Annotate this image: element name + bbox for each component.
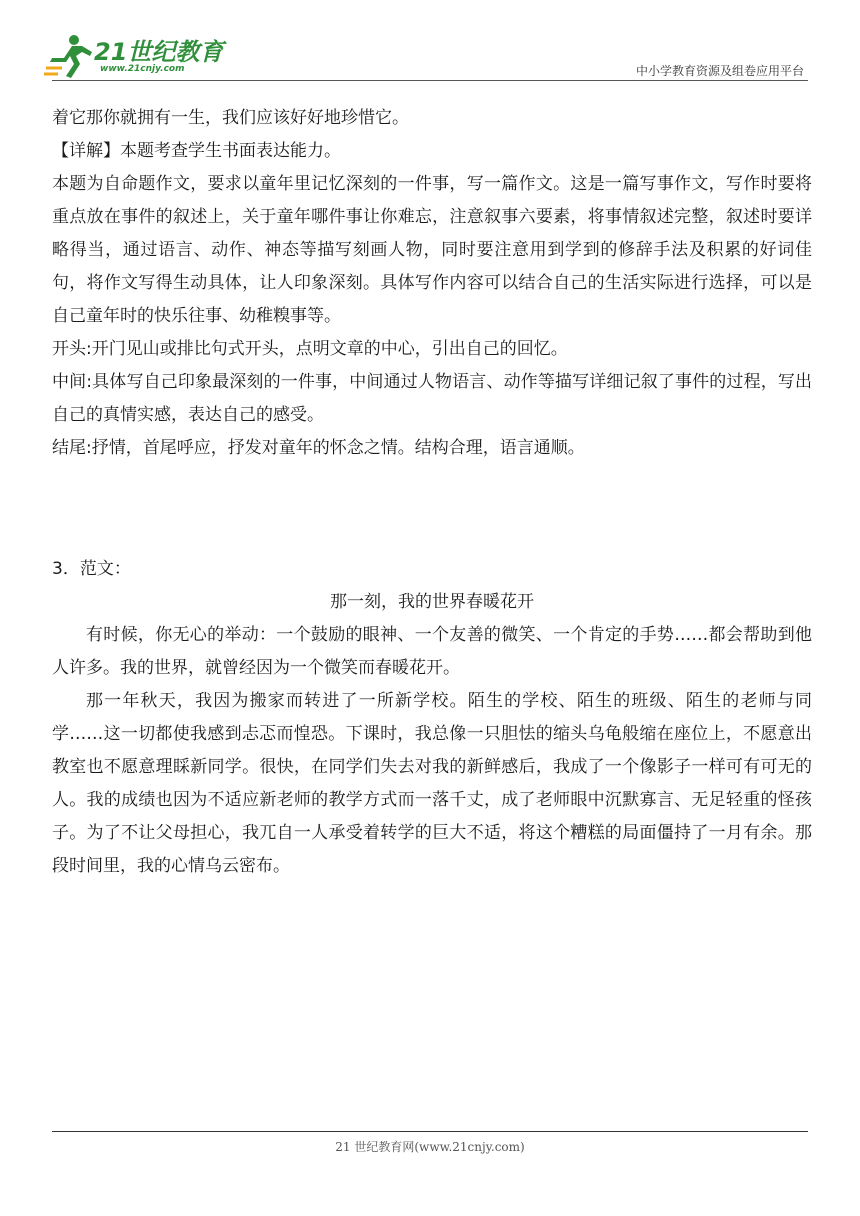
runner-logo-icon: [44, 34, 94, 80]
paragraph-middle: 中间:具体写自己印象最深刻的一件事，中间通过人物语言、动作等描写详细记叙了事件的过程，写出自己的真情实感，表达自己的感受。: [52, 372, 812, 425]
page-header: [0, 0, 860, 84]
footer-divider: [52, 1131, 808, 1132]
site-logo[interactable]: [44, 34, 244, 80]
paragraph-opening: 开头:开门见山或排比句式开头，点明文章的中心，引出自己的回忆。: [52, 339, 568, 359]
essay-title: 那一刻，我的世界春暖花开: [330, 592, 534, 612]
essay-paragraph-1: 有时候，你无心的举动：一个鼓励的眼神、一个友善的微笑、一个肯定的手势……都会帮助到他人许多。我的世界，就曾经因为一个微笑而春暖花开。: [52, 625, 812, 678]
paragraph-explanation: 本题为自命题作文，要求以童年里记忆深刻的一件事，写一篇作文。这是一篇写事作文，写作时要将重点放在事件的叙述上，关于童年哪件事让你难忘，注意叙事六要素，将事情叙述完整，叙述时要详略得当，通过语言、动作、神态等描写刻画人物，同时要注意用到学到的修辞手法及积累的好词佳句，将作文写得生动具体，让人印象深刻。具体写作内容可以结合自己的生活实际进行选择，可以是自己童年时的快乐往事、幼稚糗事等。: [52, 174, 812, 326]
logo-text: 21世纪教育: [94, 38, 224, 66]
document-body: [52, 102, 812, 883]
paragraph-ending: 结尾:抒情，首尾呼应，抒发对童年的怀念之情。结构合理，语言通顺。: [52, 438, 585, 458]
essay-paragraph-2: 那一年秋天，我因为搬家而转进了一所新学校。陌生的学校、陌生的班级、陌生的老师与同学……这一切都使我感到忐忑而惶恐。下课时，我总像一只胆怯的缩头乌龟般缩在座位上，不愿意出教室也不愿意理睬新同学。很快，在同学们失去对我的新鲜感后，我成了一个像影子一样可有可无的人。我的成绩也因为不适应新老师的教学方式而一落千丈，成了老师眼中沉默寡言、无足轻重的怪孩子。为了不让父母担心，我兀自一人承受着转学的巨大不适，将这个糟糕的局面僵持了一月有余。那段时间里，我的心情乌云密布。: [52, 691, 812, 876]
paragraph-detail: 【详解】本题考查学生书面表达能力。: [52, 141, 341, 161]
header-tagline: 中小学教育资源及组卷应用平台: [635, 64, 804, 78]
header-divider: [52, 80, 808, 81]
paragraph-1: 着它那你就拥有一生，我们应该好好地珍惜它。: [52, 108, 409, 128]
question-3-label: 3．范文：: [52, 559, 131, 579]
page-footer[interactable]: 21 世纪教育网(www.21cnjy.com): [335, 1140, 525, 1154]
blank-space: [52, 465, 812, 553]
logo-url: www.21cnjy.com: [100, 64, 185, 74]
